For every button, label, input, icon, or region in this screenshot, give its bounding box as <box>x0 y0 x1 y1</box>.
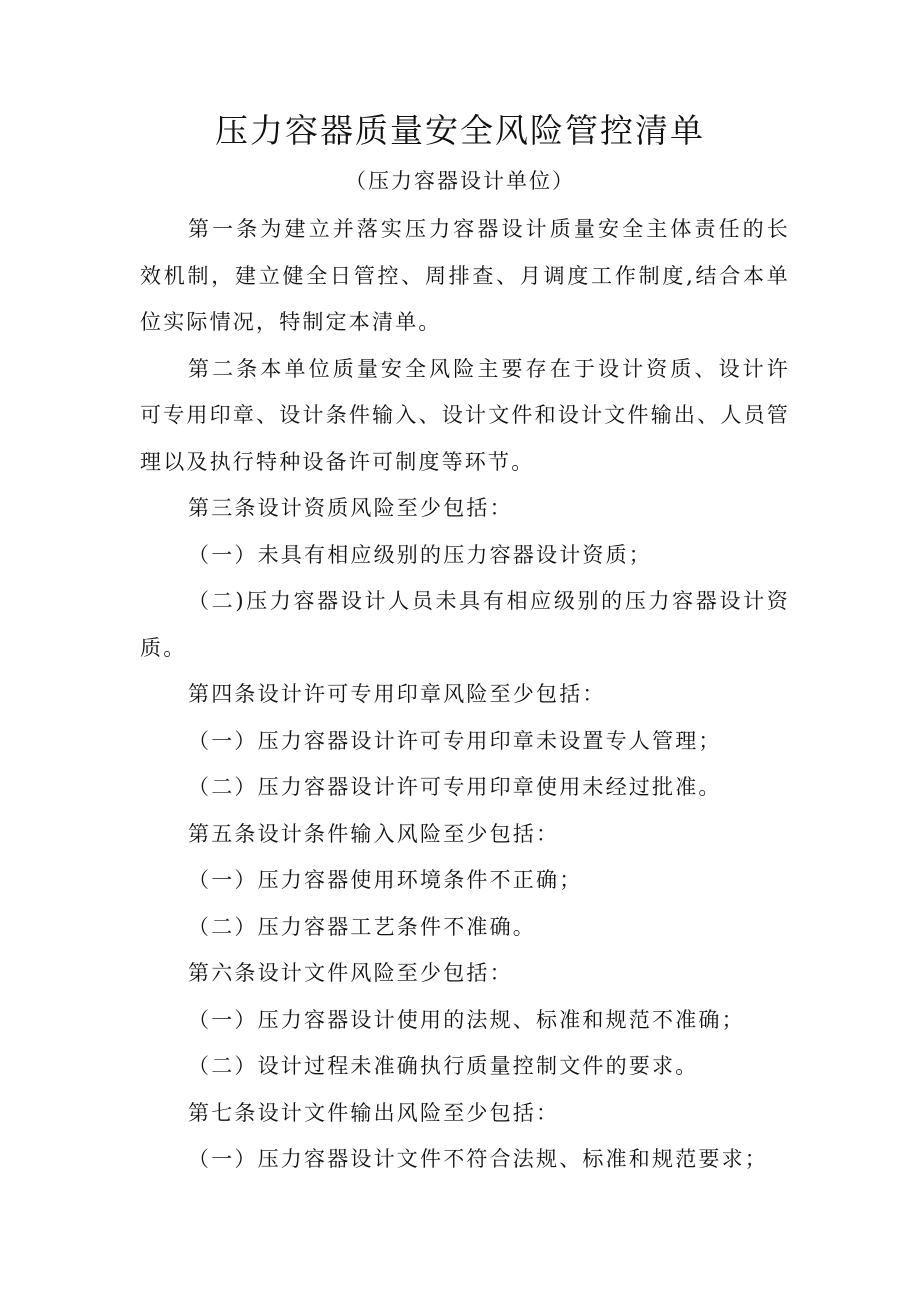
article-1-paragraph: 第一条为建立并落实压力容器设计质量安全主体责任的长效机制，建立健全日管控、周排查、月调度工作制度,结合本单位实际情况，特制定本清单。 <box>140 217 790 334</box>
document-title: 压力容器质量安全风险管控清单 <box>215 111 705 150</box>
article-7-heading: 第七条设计文件输出风险至少包括： <box>188 1100 560 1125</box>
article-6-item-1: （一）压力容器设计使用的法规、标准和规范不准确； <box>188 1007 745 1032</box>
article-3-item-1: （一）未具有相应级别的压力容器设计资质； <box>188 542 652 567</box>
article-3-item-2: （二)压力容器设计人员未具有相应级别的压力容器设计资质。 <box>140 589 790 660</box>
article-7-item-1: （一）压力容器设计文件不符合法规、标准和规范要求； <box>188 1147 768 1171</box>
article-5-heading: 第五条设计条件输入风险至少包括： <box>188 821 560 846</box>
document-subtitle: （压力容器设计单位） <box>345 169 575 193</box>
article-5-item-1: （一）压力容器使用环境条件不正确； <box>188 868 583 892</box>
article-3-heading: 第三条设计资质风险至少包括： <box>188 496 513 520</box>
article-2-paragraph: 第二条本单位质量安全风险主要存在于设计资质、设计许可专用印章、设计条件输入、设计文件和设计文件输出、人员管理以及执行特种设备许可制度等环节。 <box>140 356 790 474</box>
article-6-heading: 第六条设计文件风险至少包括： <box>188 961 513 985</box>
article-6-item-2: （二）设计过程未准确执行质量控制文件的要求。 <box>188 1054 699 1078</box>
document-body <box>140 206 790 1183</box>
article-4-heading: 第四条设计许可专用印章风险至少包括： <box>188 682 606 706</box>
article-5-item-2: （二）压力容器工艺条件不准确。 <box>188 914 536 939</box>
article-4-item-1: （一）压力容器设计许可专用印章未设置专人管理； <box>188 728 722 753</box>
article-4-item-2: （二）压力容器设计许可专用印章使用未经过批准。 <box>188 775 722 799</box>
